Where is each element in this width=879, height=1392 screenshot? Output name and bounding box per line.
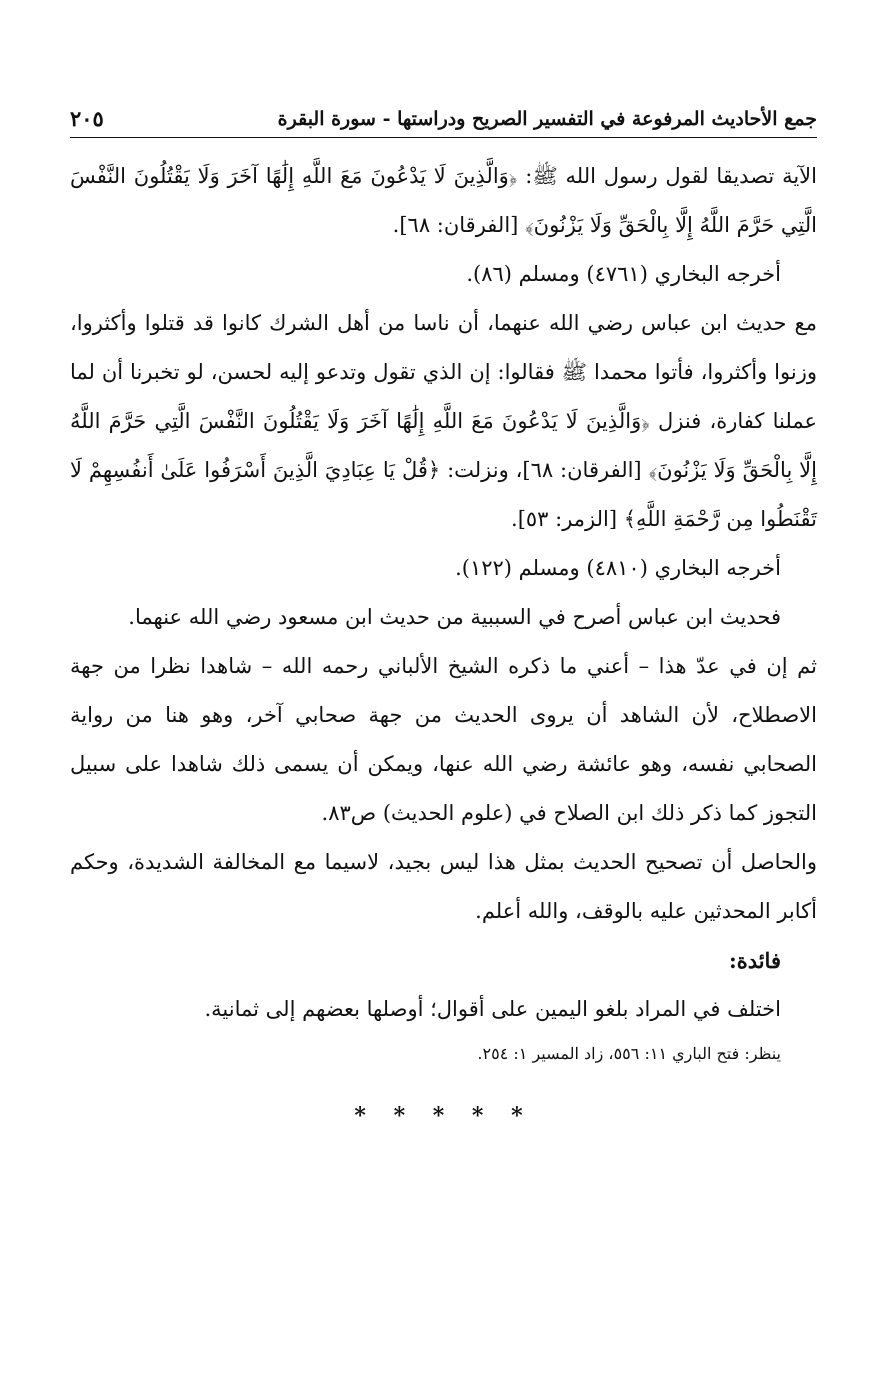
page-number: ٢٠٥ bbox=[70, 106, 104, 131]
book-page bbox=[70, 106, 817, 1352]
benefit-title: فائدة: bbox=[728, 948, 781, 974]
hadith-reference-1: أخرجه البخاري (٤٧٦١) ومسلم (٨٦). bbox=[466, 262, 781, 287]
running-header bbox=[70, 106, 817, 138]
header-title: جمع الأحاديث المرفوعة في التفسير الصريح ودراستها - سورة البقرة bbox=[277, 108, 817, 131]
page-body bbox=[70, 152, 817, 1141]
paragraph-ibn-abbas-hadith: مع حديث ابن عباس رضي الله عنهما، أن ناسا من أهل الشرك كانوا قد قتلوا وأكثروا، وزنوا وأكثروا، فأتوا محمدا ﷺ فقالوا: إن الذي تقول وتدعو إليه لحسن، لو تخبرنا أن لما عملنا كفارة، فنزل ﴿وَالَّذِينَ لَا يَدْعُونَ مَعَ اللَّهِ إِلَٰهًا آخَرَ وَلَا يَقْتُلُونَ النَّفْسَ الَّتِي حَرَّمَ اللَّهُ إِلَّا بِالْحَقِّ وَلَا يَزْنُونَ﴾ [الفرقان: ٦٨]، ونزلت: ﴿قُلْ يَا عِبَادِيَ الَّذِينَ أَسْرَفُوا عَلَىٰ أَنفُسِهِمْ لَا تَقْنَطُوا مِن رَّحْمَةِ اللَّهِ﴾ [الزمر: ٥٣]. bbox=[70, 311, 817, 532]
benefit-footnote: ينظر: فتح الباري ١١: ٥٥٦، زاد المسير ١: ٢٥٤. bbox=[477, 1044, 781, 1064]
paragraph-comparison: فحديث ابن عباس أصرح في السببية من حديث ابن مسعود رضي الله عنهما. bbox=[128, 605, 781, 630]
paragraph-verse-citation: الآية تصديقا لقول رسول الله ﷺ: ﴿وَالَّذِينَ لَا يَدْعُونَ مَعَ اللَّهِ إِلَٰهًا آخَرَ وَلَا يَقْتُلُونَ النَّفْسَ الَّتِي حَرَّمَ اللَّهُ إِلَّا بِالْحَقِّ وَلَا يَزْنُونَ﴾ [الفرقان: ٦٨]. bbox=[70, 164, 817, 238]
hadith-reference-2: أخرجه البخاري (٤٨١٠) ومسلم (١٢٢). bbox=[455, 556, 781, 581]
section-separator: * * * * * bbox=[354, 1103, 533, 1130]
paragraph-shahid-discussion: ثم إن في عدّ هذا – أعني ما ذكره الشيخ الألباني رحمه الله – شاهدا نظرا من جهة الاصطلاح، لأن الشاهد أن يروى الحديث من جهة صحابي آخر، وهو هنا من رواية الصحابي نفسه، وهو عائشة رضي الله عنها، ويمكن أن يسمى ذلك شاهدا على سبيل التجوز كما ذكر ذلك ابن الصلاح في (علوم الحديث) ص٨٣. bbox=[70, 654, 817, 826]
paragraph-conclusion: والحاصل أن تصحيح الحديث بمثل هذا ليس بجيد، لاسيما مع المخالفة الشديدة، وحكم أكابر المحدثين عليه بالوقف، والله أعلم. bbox=[70, 850, 817, 924]
benefit-text: اختلف في المراد بلغو اليمين على أقوال؛ أوصلها بعضهم إلى ثمانية. bbox=[204, 997, 781, 1022]
